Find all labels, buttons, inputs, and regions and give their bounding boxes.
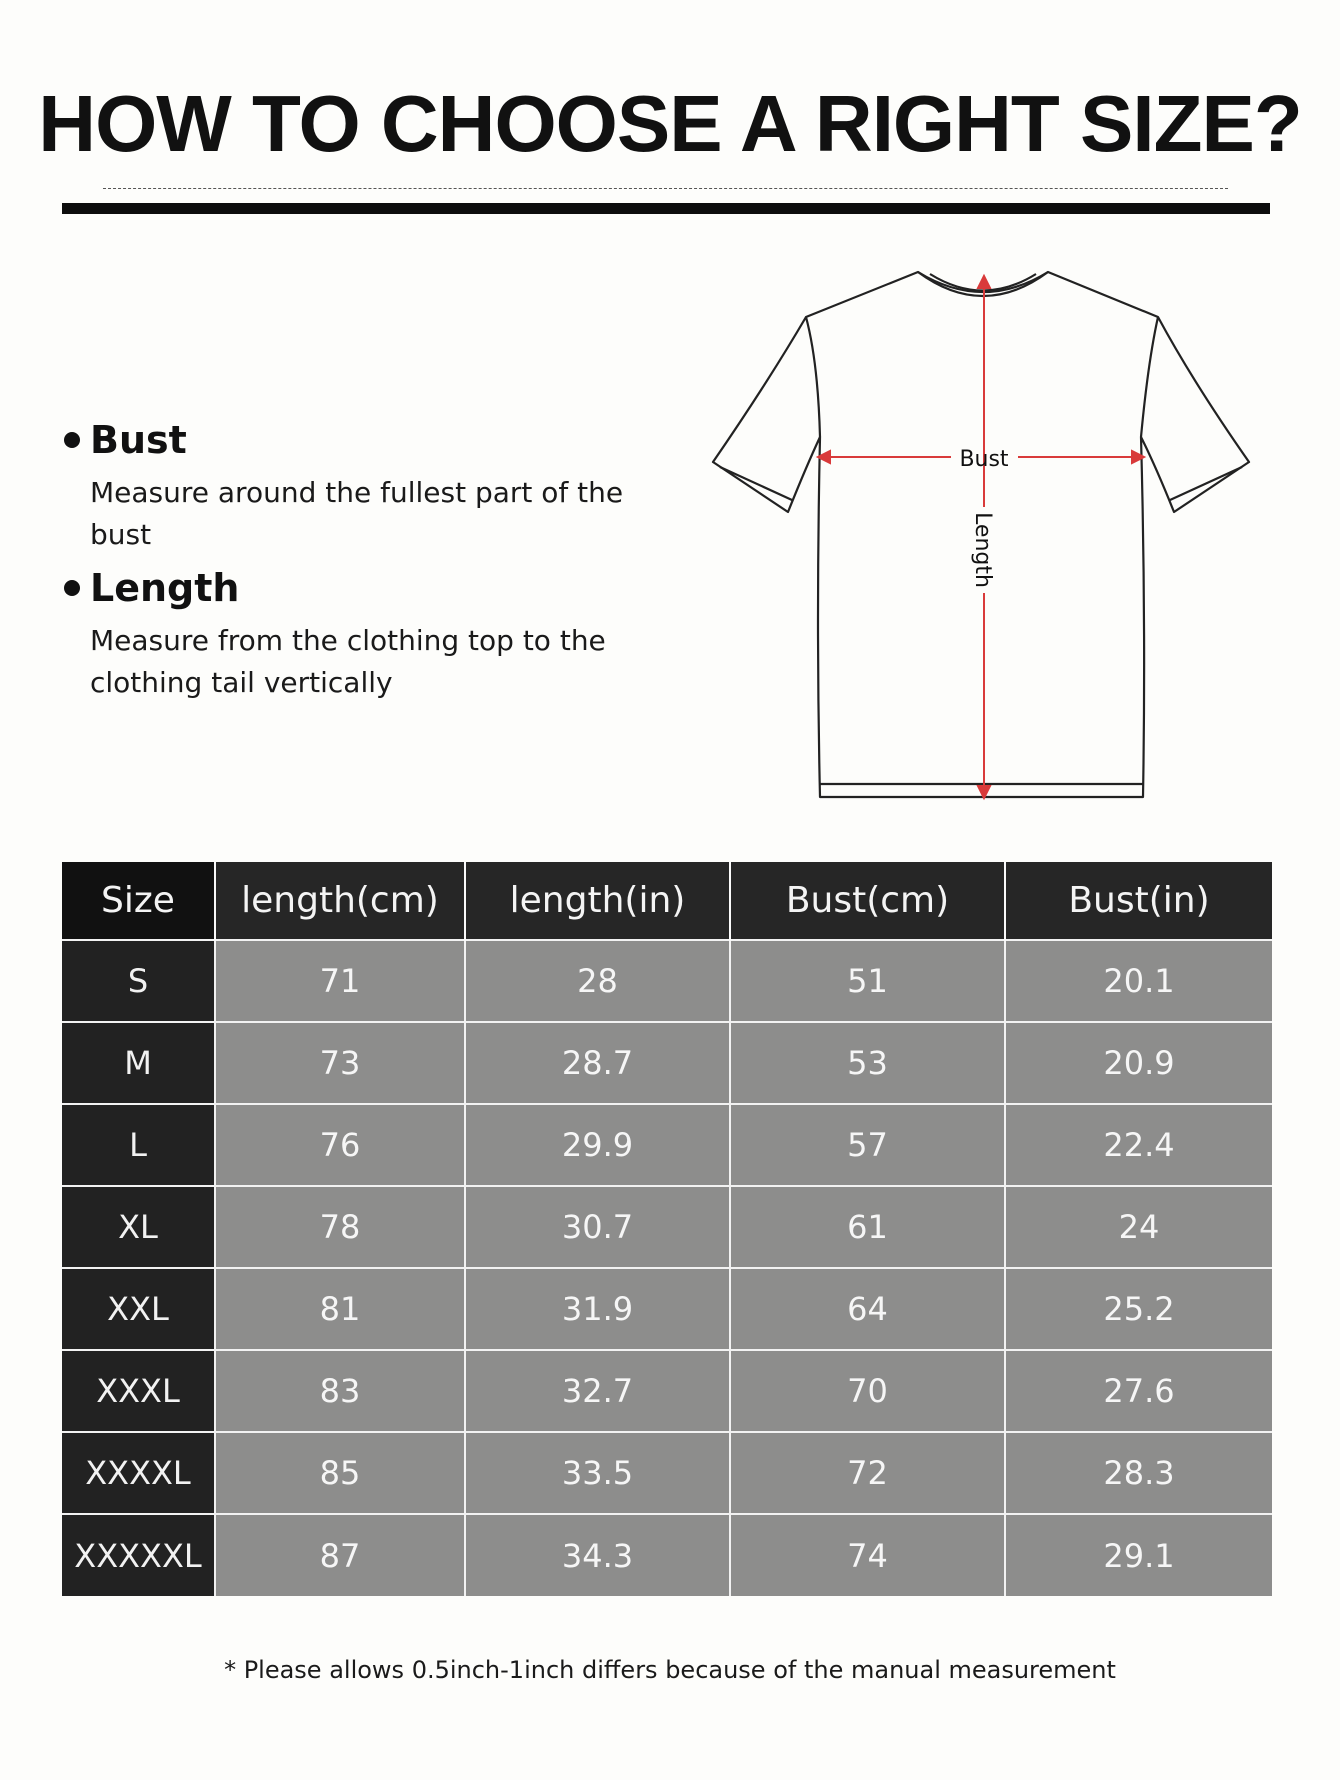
- dashed-divider: [103, 188, 1228, 189]
- bust-cm-cell: 74: [730, 1514, 1005, 1596]
- length-heading: Length: [90, 566, 240, 610]
- size-cell: XXXXL: [62, 1432, 215, 1514]
- size-cell: XXL: [62, 1268, 215, 1350]
- size-cell: M: [62, 1022, 215, 1104]
- table-row: [62, 1432, 1272, 1514]
- length-cm-cell: 83: [215, 1350, 465, 1432]
- size-cell: L: [62, 1104, 215, 1186]
- tshirt-diagram: [708, 262, 1268, 822]
- length-in-cell: 29.9: [465, 1104, 730, 1186]
- length-cm-cell: 87: [215, 1514, 465, 1596]
- header-bust-in: Bust(in): [1005, 862, 1272, 940]
- bust-in-cell: 28.3: [1005, 1432, 1272, 1514]
- header-size: Size: [62, 862, 215, 940]
- length-cm-cell: 73: [215, 1022, 465, 1104]
- bust-in-cell: 20.9: [1005, 1022, 1272, 1104]
- table-header-row: [62, 862, 1272, 940]
- measurement-footnote: * Please allows 0.5inch-1inch differs because of the manual measurement: [224, 1656, 1116, 1684]
- length-in-cell: 32.7: [465, 1350, 730, 1432]
- length-cm-cell: 81: [215, 1268, 465, 1350]
- bust-in-cell: 20.1: [1005, 940, 1272, 1022]
- bust-cm-cell: 70: [730, 1350, 1005, 1432]
- size-cell: XXXXXL: [62, 1514, 215, 1596]
- size-chart-table: [62, 862, 1272, 1596]
- length-in-cell: 28: [465, 940, 730, 1022]
- bust-in-cell: 22.4: [1005, 1104, 1272, 1186]
- header-length-in: length(in): [465, 862, 730, 940]
- length-cm-cell: 78: [215, 1186, 465, 1268]
- table-row: [62, 1022, 1272, 1104]
- bullet-icon: [64, 580, 80, 596]
- header-length-cm: length(cm): [215, 862, 465, 940]
- length-in-cell: 34.3: [465, 1514, 730, 1596]
- length-in-cell: 31.9: [465, 1268, 730, 1350]
- length-in-cell: 33.5: [465, 1432, 730, 1514]
- table-row: [62, 940, 1272, 1022]
- length-cm-cell: 71: [215, 940, 465, 1022]
- bust-description: Measure around the fullest part of the bust: [90, 476, 624, 551]
- thick-divider: [62, 203, 1270, 214]
- table-row: [62, 1104, 1272, 1186]
- bullet-icon: [64, 432, 80, 448]
- page-title: HOW TO CHOOSE A RIGHT SIZE?: [38, 79, 1302, 168]
- bust-diagram-label: Bust: [959, 447, 1009, 472]
- length-cm-cell: 85: [215, 1432, 465, 1514]
- table-row: [62, 1268, 1272, 1350]
- length-in-cell: 28.7: [465, 1022, 730, 1104]
- length-guide: [62, 566, 650, 704]
- length-diagram-label: Length: [970, 512, 995, 588]
- size-cell: XXXL: [62, 1350, 215, 1432]
- length-in-cell: 30.7: [465, 1186, 730, 1268]
- bust-in-cell: 24: [1005, 1186, 1272, 1268]
- size-cell: S: [62, 940, 215, 1022]
- bust-in-cell: 29.1: [1005, 1514, 1272, 1596]
- bust-cm-cell: 57: [730, 1104, 1005, 1186]
- bust-in-cell: 27.6: [1005, 1350, 1272, 1432]
- bust-cm-cell: 64: [730, 1268, 1005, 1350]
- size-cell: XL: [62, 1186, 215, 1268]
- bust-guide: [62, 418, 650, 556]
- length-description: Measure from the clothing top to the clothing tail vertically: [90, 624, 606, 699]
- bust-cm-cell: 53: [730, 1022, 1005, 1104]
- header-bust-cm: Bust(cm): [730, 862, 1005, 940]
- bust-heading: Bust: [90, 418, 187, 462]
- table-row: [62, 1186, 1272, 1268]
- bust-cm-cell: 72: [730, 1432, 1005, 1514]
- table-row: [62, 1350, 1272, 1432]
- table-row: [62, 1514, 1272, 1596]
- bust-cm-cell: 61: [730, 1186, 1005, 1268]
- bust-cm-cell: 51: [730, 940, 1005, 1022]
- bust-in-cell: 25.2: [1005, 1268, 1272, 1350]
- length-cm-cell: 76: [215, 1104, 465, 1186]
